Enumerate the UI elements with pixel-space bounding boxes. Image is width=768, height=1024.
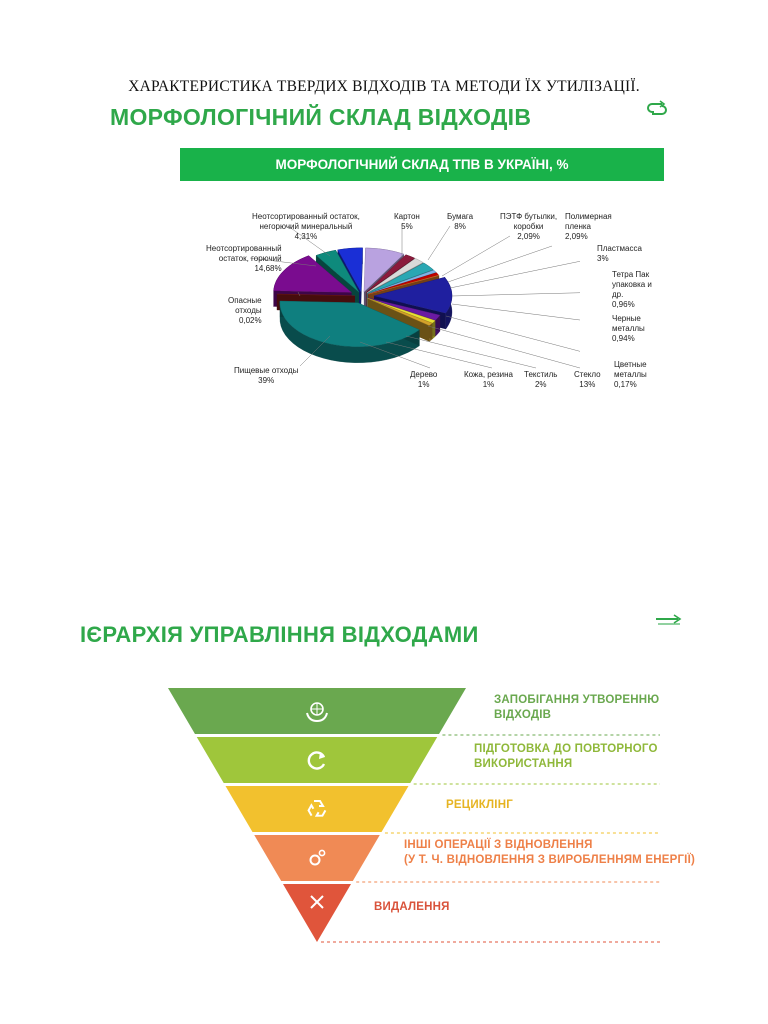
label-pet: ПЭТФ бутылки, коробки 2,09% — [500, 212, 558, 241]
document-heading: ХАРАКТЕРИСТИКА ТВЕРДИХ ВІДХОДІВ ТА МЕТОДИ ЇХ УТИЛІЗАЦІЇ. — [128, 78, 640, 95]
arrows-icon — [654, 614, 684, 628]
label-cardboard: Картон 5% — [394, 212, 420, 231]
leader-line-6 — [452, 292, 580, 296]
tier-label-disposal: ВИДАЛЕННЯ — [374, 901, 450, 913]
tier-label-recovery: ІНШІ ОПЕРАЦІЇ З ВІДНОВЛЕННЯ (У Т. Ч. ВІДНОВЛЕННЯ З ВИРОБЛЕННЯМ ЕНЕРГІЇ) — [404, 839, 695, 866]
label-nonferrous: Цветные металлы 0,17% — [614, 360, 647, 389]
leader-line-8 — [446, 316, 580, 364]
label-tetra: Тетра Пак упаковка и др. 0,96% — [612, 270, 652, 309]
label-plastic: Пластмасса 3% — [597, 244, 642, 263]
tier-label-prevention: ЗАПОБІГАННЯ УТВОРЕННЮ ВІДХОДІВ — [494, 694, 660, 721]
label-paper: Бумага 8% — [447, 212, 474, 231]
tier-label-recycling: РЕЦИКЛІНГ — [446, 799, 513, 811]
label-mineral: Неотсортированный остаток, негорючий минеральный 4,31% — [252, 212, 360, 241]
pyramid-tier-2 — [225, 786, 408, 832]
pyramid-tier-1 — [197, 737, 438, 783]
slide2-title: ІЄРАРХІЯ УПРАВЛІННЯ ВІДХОДАМИ — [80, 622, 479, 647]
label-glass: Стекло 13% — [574, 370, 601, 389]
tier-label-reuse: ПІДГОТОВКА ДО ПОВТОРНОГО ВИКОРИСТАННЯ — [474, 743, 658, 770]
label-combustible: Неотсортированный остаток, горючий 14,68% — [206, 244, 282, 273]
leader-line-4 — [448, 246, 552, 282]
label-leather: Кожа, резина 1% — [464, 370, 513, 389]
label-wood: Дерево 1% — [410, 370, 438, 389]
pyramid-tier-4 — [283, 884, 351, 942]
pyramid-tier-3 — [254, 835, 380, 881]
leader-line-7 — [452, 304, 580, 324]
arrows-icon — [646, 100, 668, 118]
slide1-title: МОРФОЛОГІЧНИЙ СКЛАД ВІДХОДІВ — [110, 104, 532, 130]
leader-line-5 — [450, 258, 580, 288]
leader-line-10 — [406, 336, 536, 368]
label-textile: Текстиль 2% — [524, 370, 558, 389]
label-hazard: Опасные отходы 0,02% — [228, 296, 262, 325]
label-film: Полимерная пленка 2,09% — [565, 212, 612, 241]
label-ferrous: Черные металлы 0,94% — [612, 314, 645, 343]
chart-title-banner: МОРФОЛОГІЧНИЙ СКЛАД ТПВ В УКРАЇНІ, % — [180, 148, 664, 181]
leader-line-3 — [442, 236, 510, 276]
label-food: Пищевые отходы 39% — [234, 366, 299, 385]
